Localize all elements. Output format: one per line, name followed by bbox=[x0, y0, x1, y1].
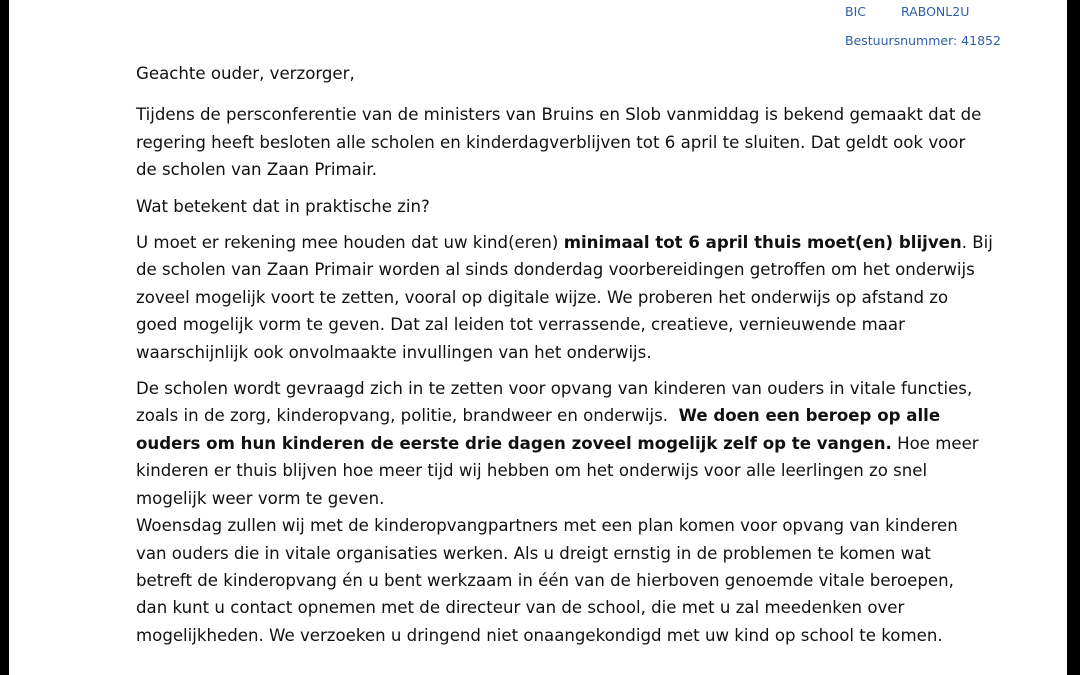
bold-text: We doen een beroep op alle bbox=[678, 406, 941, 426]
letter-body bbox=[136, 60, 993, 649]
text-run: . Bij bbox=[961, 233, 993, 253]
paragraph-line bbox=[136, 229, 993, 256]
salutation: Geachte ouder, verzorger, bbox=[136, 64, 355, 83]
paragraph-line: kinderen er thuis blijven hoe meer tijd wij hebben om het onderwijs voor alle leerlingen zo snel bbox=[136, 461, 928, 481]
text-run: Hoe meer bbox=[891, 433, 979, 453]
paragraph-line: mogelijkheden. We verzoeken u dringend niet onaangekondigd met uw kind op school te komen. bbox=[136, 625, 943, 645]
paragraph-line: waarschijnlijk ook onvolmaakte invullingen van het onderwijs. bbox=[136, 342, 652, 362]
paragraph-line: Tijdens de persconferentie van de ministers van Bruins en Slob vanmiddag is bekend gemaakt dat de bbox=[136, 105, 982, 125]
paragraph-line: Woensdag zullen wij met de kinderopvangpartners met een plan komen voor opvang van kinderen bbox=[136, 516, 958, 536]
paragraph-line: goed mogelijk vorm te geven. Dat zal leiden tot verrassende, creatieve, vernieuwende maar bbox=[136, 315, 905, 335]
paragraph-line bbox=[136, 402, 966, 429]
bic-value: RABONL2U bbox=[901, 4, 970, 19]
paragraph-line: zoveel mogelijk voort te zetten, vooral op digitale wijze. We proberen het onderwijs op afstand zo bbox=[136, 287, 949, 307]
paragraph-line: regering heeft besloten alle scholen en kinderdagverblijven tot 6 april te sluiten. Dat geldt ook voor bbox=[136, 132, 966, 152]
bold-text: ouders om hun kinderen de eerste drie dagen zoveel mogelijk zelf op te vangen. bbox=[136, 433, 892, 453]
paragraph-line: dan kunt u contact opnemen met de directeur van de school, die met u zal meedenken over bbox=[136, 598, 905, 618]
text-run: U moet er rekening mee houden dat uw kind(eren) bbox=[136, 233, 564, 253]
paragraph-line: de scholen van Zaan Primair worden al sinds donderdag voorbereidingen getroffen om het onderwijs bbox=[136, 260, 975, 280]
paragraph-line: betreft de kinderopvang én u bent werkzaam in één van de hierboven genoemde vitale beroepen, bbox=[136, 570, 954, 590]
bold-text: minimaal tot 6 april thuis moet(en) blijven bbox=[563, 233, 962, 253]
text-run: zoals in de zorg, kinderopvang, politie, brandweer en onderwijs. bbox=[136, 406, 679, 426]
paragraph-line: van ouders die in vitale organisaties werken. Als u dreigt ernstig in de problemen te komen wat bbox=[136, 543, 931, 563]
question-line: Wat betekent dat in praktische zin? bbox=[136, 196, 430, 216]
bic-label: BIC bbox=[845, 4, 866, 19]
bestuursnummer: Bestuursnummer: 41852 bbox=[845, 33, 1001, 48]
paragraph-line bbox=[136, 430, 979, 457]
paragraph-line: De scholen wordt gevraagd zich in te zetten voor opvang van kinderen van ouders in vitale functies, bbox=[136, 379, 973, 399]
paragraph-line: mogelijk weer vorm te geven. bbox=[136, 488, 385, 508]
paragraph-line: de scholen van Zaan Primair. bbox=[136, 160, 378, 180]
document-page bbox=[9, 0, 1067, 675]
